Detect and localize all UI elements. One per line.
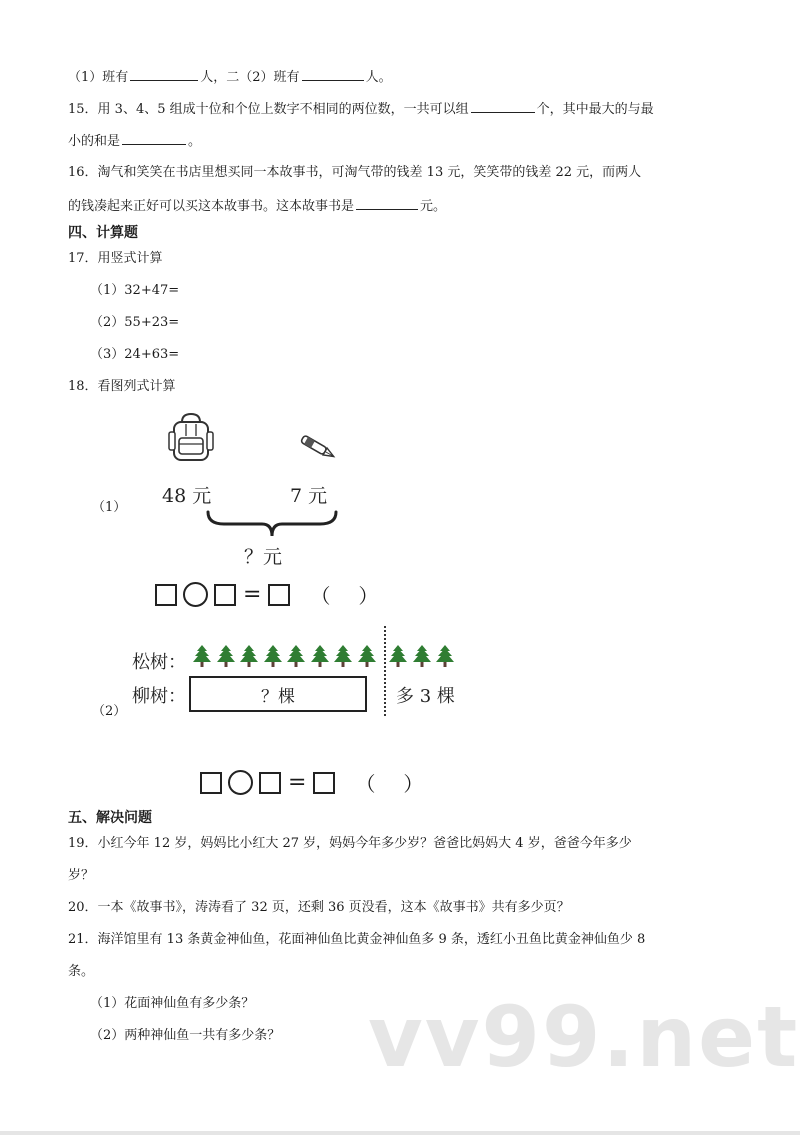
section-4-title: 四、计算题	[68, 225, 138, 241]
q18-part1-equation	[155, 580, 382, 609]
page-bottom-edge	[0, 1131, 800, 1135]
answer-box-2[interactable]	[214, 584, 236, 606]
q21-sub-1: （1）花面神仙鱼有多少条？	[90, 996, 255, 1011]
watermark-text: vv99.net	[368, 988, 800, 1086]
q18-part2-equation	[200, 768, 427, 797]
q14-text-a: （1）班有	[68, 70, 129, 85]
q15-text-b: 个，其中最大的与最	[536, 102, 654, 117]
q16-blank[interactable]	[356, 195, 418, 210]
willow-box-text: ？棵	[261, 686, 295, 707]
equals-sign: =	[243, 581, 262, 607]
q17-item-3: （3）24+63=	[90, 347, 180, 362]
answer-box-6[interactable]	[313, 772, 335, 794]
q21-sub-2: （2）两种神仙鱼一共有多少条？	[90, 1028, 281, 1043]
operator-circle[interactable]	[183, 582, 208, 607]
q15-blank-2[interactable]	[122, 130, 186, 145]
q17-item-2: （2）55+23=	[90, 315, 180, 330]
q21-line-2: 条。	[68, 964, 95, 979]
q16-line-2	[68, 195, 446, 217]
q14-text-c: 人。	[365, 70, 392, 85]
pine-tree-icon	[217, 645, 235, 667]
q19-line-1: 19．小红今年 12 岁，妈妈比小红大 27 岁，妈妈今年多少岁？爸爸比妈妈大 4 岁，爸爸今年多少	[68, 836, 632, 851]
q14-blank-2[interactable]	[302, 66, 364, 81]
q18-title: 18．看图列式计算	[68, 379, 176, 394]
q16-text-a: 的钱凑起来正好可以买这本故事书。这本故事书是	[68, 199, 355, 214]
q18-part2-label: （2）	[92, 704, 127, 719]
pine-tree-icon	[311, 645, 329, 667]
section-5-title: 五、解决问题	[68, 810, 152, 826]
pine-tree-icon	[413, 645, 431, 667]
pine-tree-icon	[287, 645, 305, 667]
curly-brace	[206, 510, 338, 540]
q19-line-2: 岁？	[68, 868, 95, 883]
q17-title: 17．用竖式计算	[68, 251, 163, 266]
willow-label: 柳树：	[132, 686, 186, 707]
pine-tree-icon	[334, 645, 352, 667]
backpack-icon	[166, 410, 216, 464]
answer-box-3[interactable]	[268, 584, 290, 606]
dotted-divider	[384, 626, 386, 716]
q15-text-a: 15．用 3、4、5 组成十位和个位上数字不相同的两位数，一共可以组	[68, 102, 469, 117]
q15-blank-1[interactable]	[471, 98, 535, 113]
q20-line-1: 20．一本《故事书》，涛涛看了 32 页，还剩 36 页没看，这本《故事书》共有多少页？	[68, 900, 570, 915]
q15-line-1	[68, 98, 654, 120]
unit-paren-2[interactable]: （ ）	[355, 772, 428, 796]
pen-price-label: 7 元	[290, 485, 328, 507]
bag-price-label: 48 元	[162, 485, 212, 507]
q17-item-1: （1）32+47=	[90, 283, 180, 298]
q16-text-b: 元。	[420, 199, 447, 214]
pine-label: 松树：	[132, 652, 186, 673]
equals-sign-2: =	[288, 769, 307, 795]
pine-tree-icon	[240, 645, 258, 667]
willow-count-box	[189, 676, 367, 712]
pine-tree-icon	[436, 645, 454, 667]
q14-text-b: 人，二（2）班有	[200, 70, 300, 85]
q14-tail	[68, 66, 392, 88]
q18-part1-label: （1）	[92, 500, 127, 515]
q21-line-1: 21．海洋馆里有 13 条黄金神仙鱼，花面神仙鱼比黄金神仙鱼多 9 条，透红小丑鱼比黄金神仙鱼少 8	[68, 932, 646, 947]
pine-tree-icon	[358, 645, 376, 667]
q15-line-2	[68, 130, 201, 152]
more-count-label: 多 3 棵	[396, 686, 455, 707]
answer-box-4[interactable]	[200, 772, 222, 794]
total-price-label: ？元	[244, 546, 283, 568]
pine-tree-icon	[193, 645, 211, 667]
answer-box-1[interactable]	[155, 584, 177, 606]
fountain-pen-icon	[296, 430, 342, 466]
q15-text-c: 小的和是	[68, 134, 121, 149]
pine-tree-icon	[389, 645, 407, 667]
operator-circle-2[interactable]	[228, 770, 253, 795]
unit-paren[interactable]: （ ）	[310, 584, 383, 608]
q15-text-d: 。	[188, 134, 202, 149]
q14-blank-1[interactable]	[130, 66, 198, 81]
pine-tree-icon	[264, 645, 282, 667]
q16-line-1: 16．淘气和笑笑在书店里想买同一本故事书，可淘气带的钱差 13 元，笑笑带的钱差 22 元，而两人	[68, 165, 642, 180]
answer-box-5[interactable]	[259, 772, 281, 794]
